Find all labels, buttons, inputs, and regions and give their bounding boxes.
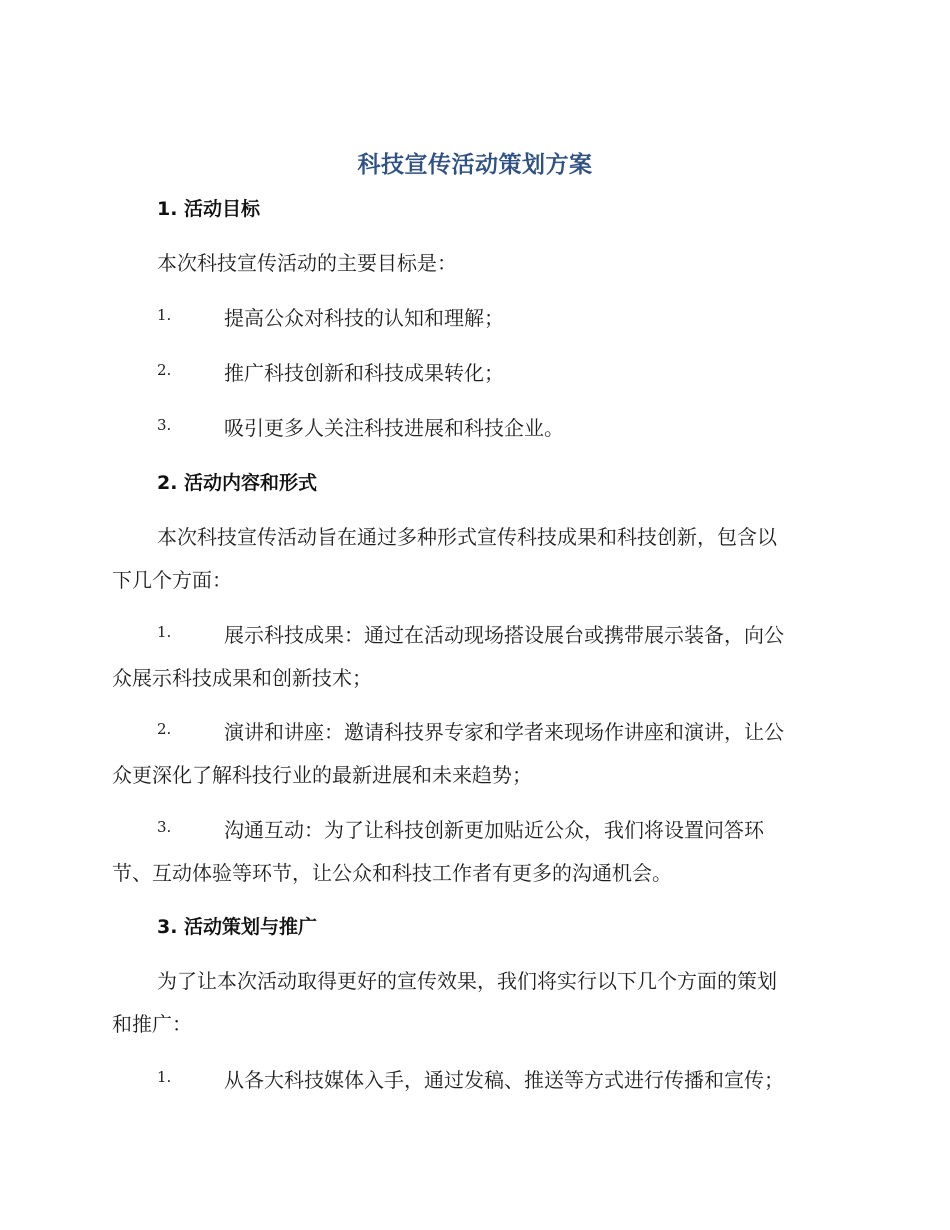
list-number: 1. bbox=[157, 623, 172, 641]
list-item-continuation: 节、互动体验等环节，让公众和科技工作者有更多的沟通机会。 bbox=[112, 861, 672, 885]
list-item-text: 演讲和讲座：邀请科技界专家和学者来现场作讲座和演讲，让公 bbox=[224, 720, 784, 744]
section-heading-2: 2. 活动内容和形式 bbox=[157, 472, 318, 494]
list-item-text: 吸引更多人关注科技进展和科技企业。 bbox=[224, 416, 564, 440]
list-number: 3. bbox=[157, 416, 172, 434]
list-number: 2. bbox=[157, 720, 172, 738]
section-2-intro-line2: 下几个方面： bbox=[112, 568, 232, 592]
list-item-text: 沟通互动：为了让科技创新更加贴近公众，我们将设置问答环 bbox=[224, 818, 764, 842]
list-number: 2. bbox=[157, 361, 172, 379]
section-heading-3: 3. 活动策划与推广 bbox=[157, 916, 318, 938]
section-3-intro-line2: 和推广： bbox=[112, 1012, 192, 1036]
list-number: 1. bbox=[157, 306, 172, 324]
list-number: 3. bbox=[157, 818, 172, 836]
list-item-text: 从各大科技媒体入手，通过发稿、推送等方式进行传播和宣传； bbox=[224, 1068, 784, 1092]
list-number: 1. bbox=[157, 1068, 172, 1086]
list-item-text: 提高公众对科技的认知和理解； bbox=[224, 306, 504, 330]
section-heading-1: 1. 活动目标 bbox=[157, 198, 261, 220]
list-item-text: 展示科技成果：通过在活动现场搭设展台或携带展示装备，向公 bbox=[224, 623, 784, 647]
section-1-intro: 本次科技宣传活动的主要目标是： bbox=[157, 251, 457, 275]
section-3-intro-line1: 为了让本次活动取得更好的宣传效果，我们将实行以下几个方面的策划 bbox=[157, 969, 777, 993]
list-item-continuation: 众更深化了解科技行业的最新进展和未来趋势； bbox=[112, 763, 532, 787]
list-item-text: 推广科技创新和科技成果转化； bbox=[224, 361, 504, 385]
section-2-intro-line1: 本次科技宣传活动旨在通过多种形式宣传科技成果和科技创新，包含以 bbox=[157, 525, 777, 549]
document-title: 科技宣传活动策划方案 bbox=[357, 152, 593, 178]
list-item-continuation: 众展示科技成果和创新技术； bbox=[112, 666, 372, 690]
